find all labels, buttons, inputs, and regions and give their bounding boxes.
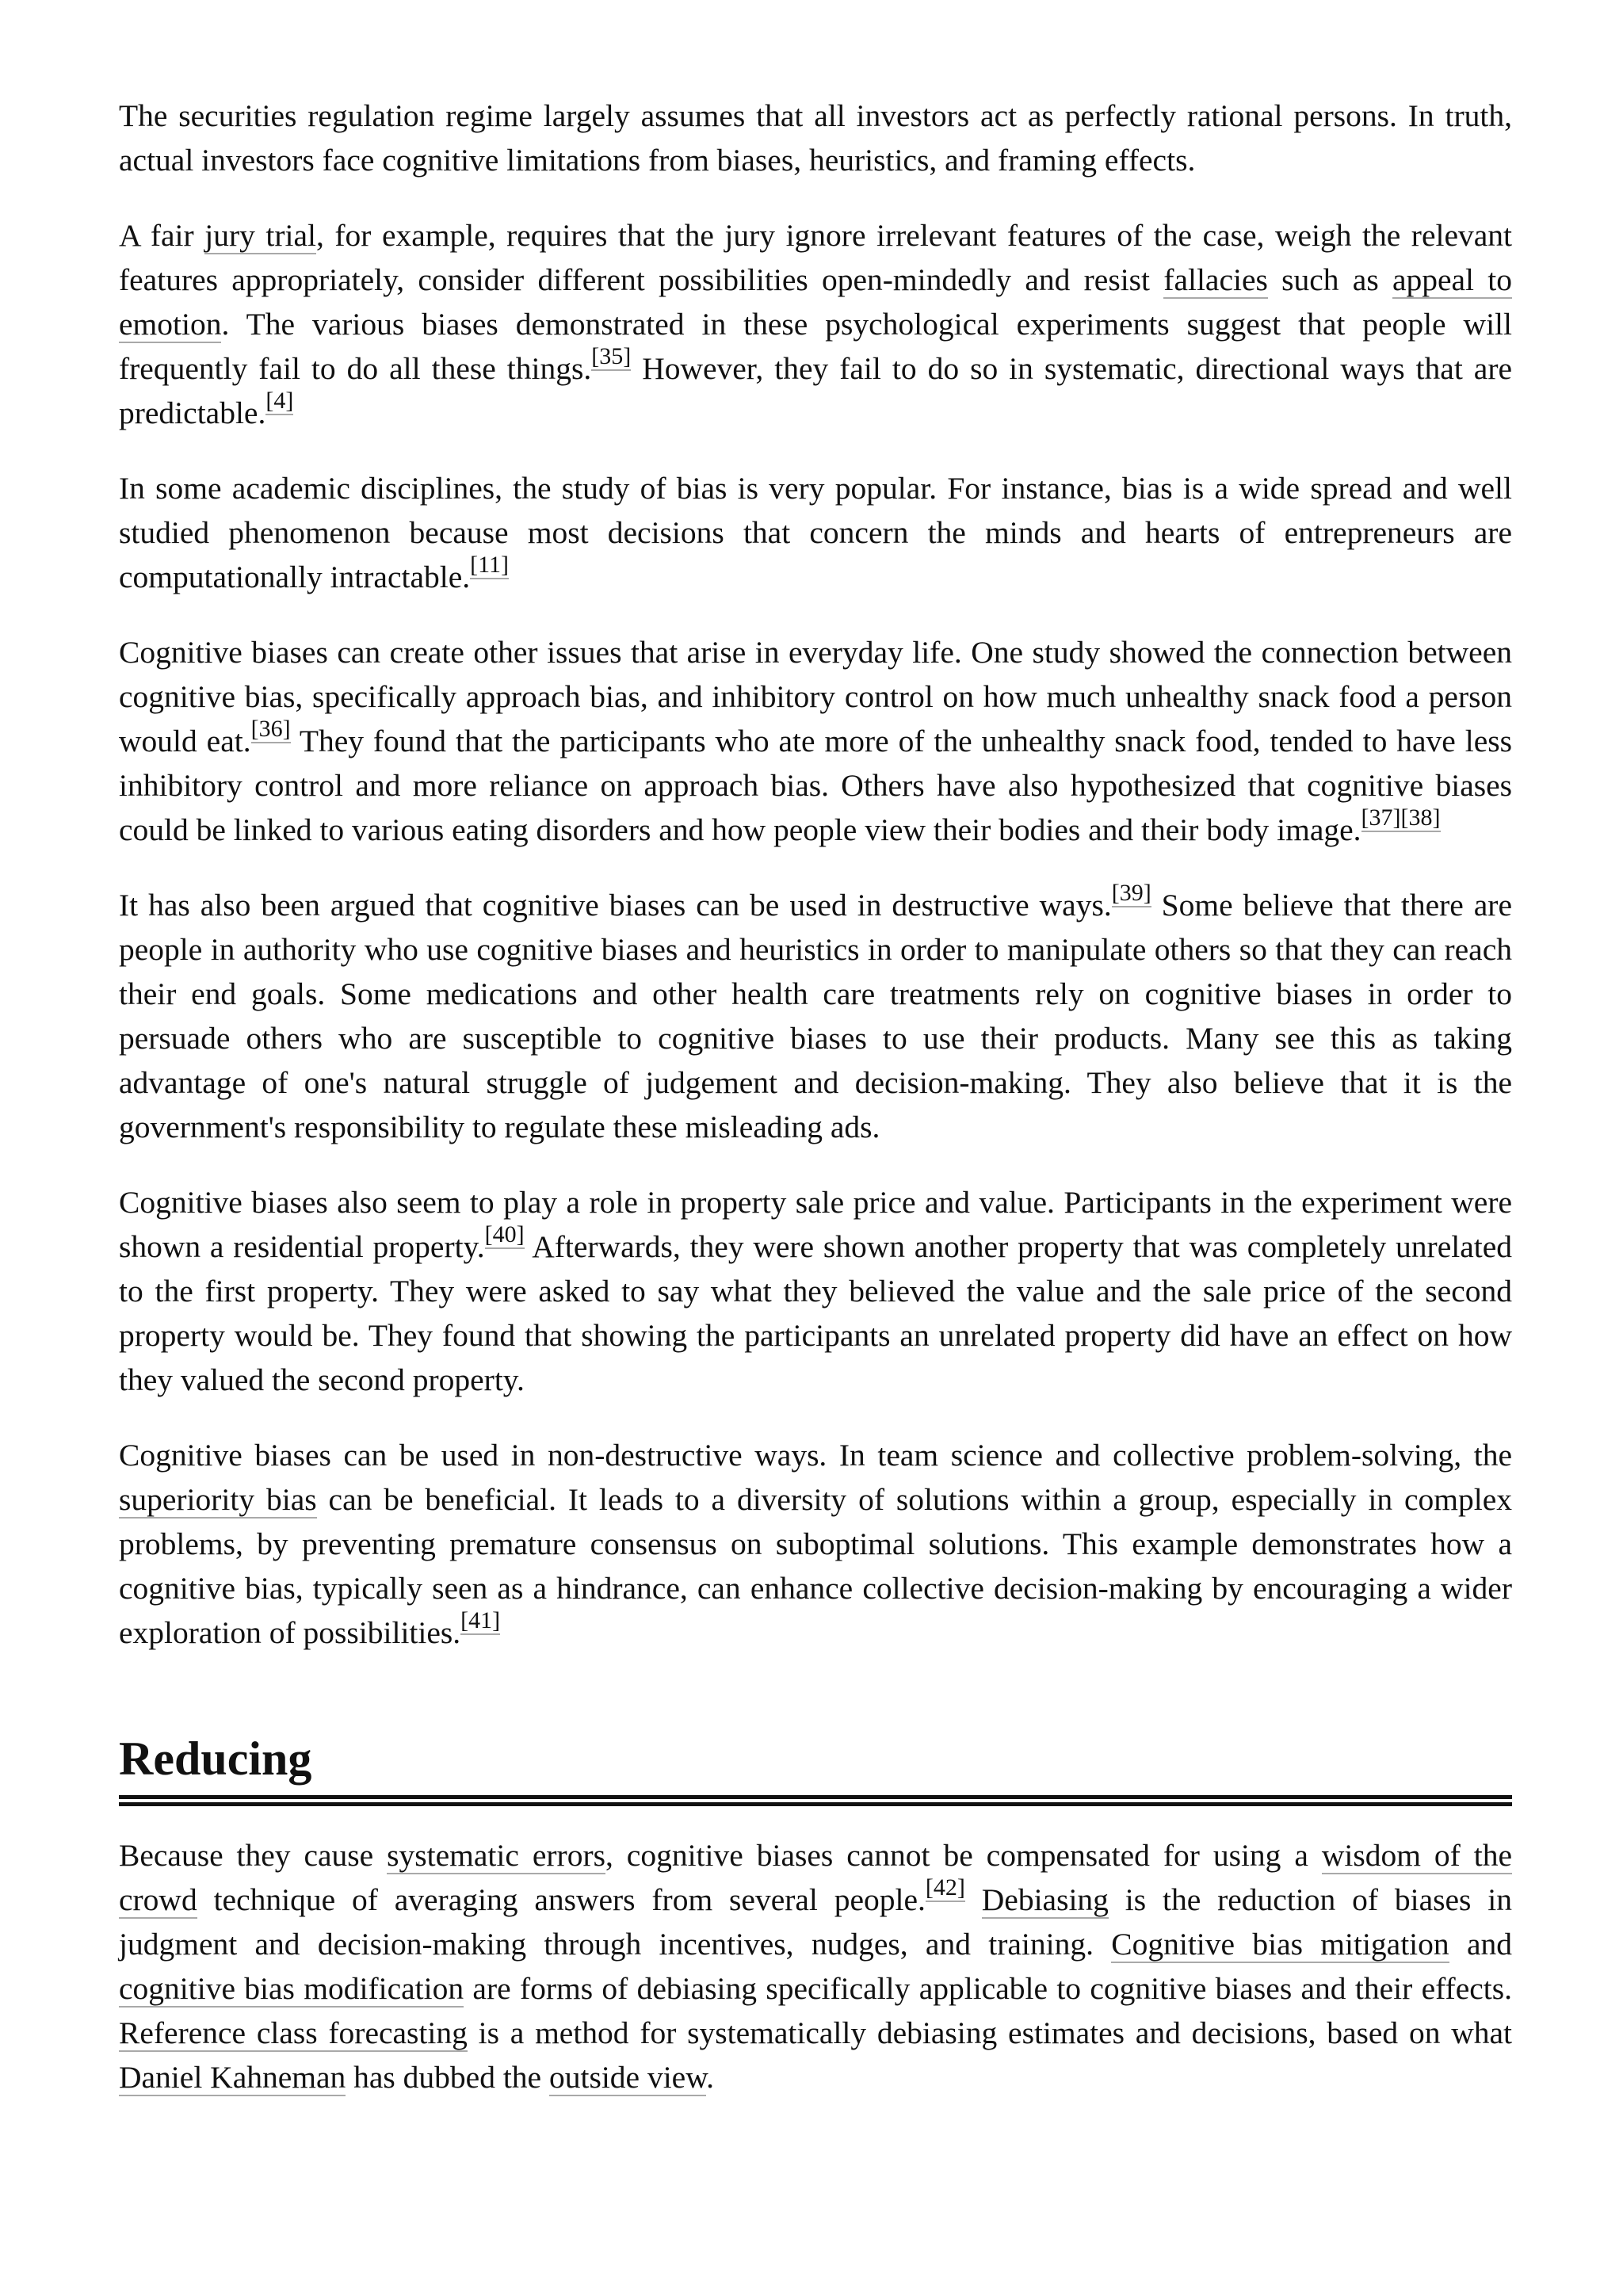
paragraph-text: They found that the participants who ate more of the unhealthy snack food, tended to have less inhibitory control and more reliance on approach bias. Others have also hypothesized that cognitive biases could be linked to various eating disorders and how people view their bodies and their body image. [119,724,1513,847]
paragraph-text: In some academic disciplines, the study of bias is very popular. For instance, bias is a wide spread and well studied phenomenon because most decisions that concern the minds and hearts of entrepreneurs are computationally intractable. [119,471,1512,594]
link-fallacies[interactable]: fallacies [1163,262,1268,297]
paragraph [119,1833,1512,2099]
citation-38-superscript [1401,804,1441,831]
paragraph-text: , for example, requires that the jury ignore irrelevant features of the case, weigh the relevant features appropriately, consider different possibilities open-mindedly and resist [119,218,1512,297]
citation-35-superscript [591,343,631,369]
paragraph-text: . [706,2060,715,2095]
citation-41[interactable]: [41] [460,1606,501,1633]
paragraph-text: Afterwards, they were shown another property that was completely unrelated to the first property. They were asked to say what they believed the value and the sale price of the second property would be. They found that showing the participants an unrelated property did have an effect on how they valued the second property. [119,1229,1513,1397]
citation-4-superscript [265,388,293,414]
citation-11[interactable]: [11] [470,551,509,578]
citation-40[interactable]: [40] [484,1221,525,1247]
citation-41-superscript [460,1607,500,1633]
paragraph-text: are forms of debiasing specifically applicable to cognitive biases and their effects. [464,1971,1512,2006]
citation-37[interactable]: [37] [1361,804,1401,831]
paragraph-text: is a method for systematically debiasing estimates and decisions, based on what [467,2015,1513,2050]
paragraph-text: A fair [119,218,205,253]
link-appeal-to-emotion[interactable]: appeal to emotion [119,262,1513,342]
paragraph-text: Cognitive biases can be used in non-destructive ways. In team science and collective problem-solving, the [119,1438,1512,1473]
paragraph-text: Because they cause [119,1838,388,1873]
link-jury-trial[interactable]: jury trial [204,218,316,253]
citation-36-superscript [251,716,291,742]
paragraph-text: Some believe that there are people in authority who use cognitive biases and heuristics in order to manipulate others so that they can reach their end goals. Some medications and other health care treatments rely on cognitive biases in order to persuade others who are susceptible to cognitive biases to use their products. Many see this as taking advantage of one's natural struggle of judgement and decision-making. They also believe that it is the government's responsibility to regulate these misleading ads. [119,888,1512,1144]
paragraph [119,879,1512,1149]
link-outside-view[interactable]: outside view [548,2060,707,2095]
paragraph [119,94,1512,182]
link-debiasing[interactable]: Debiasing [981,1882,1109,1917]
citation-42[interactable]: [42] [925,1874,965,1901]
citation-4[interactable]: [4] [265,387,294,414]
citation-39-superscript [1112,880,1151,906]
paragraph-text: Cognitive biases also seem to play a role in property sale price and value. Participants in the experiment were shown a residential property. [119,1185,1512,1264]
link-wisdom-of-the-crowd[interactable]: wisdom of the crowd [119,1838,1513,1917]
paragraph-text [965,1882,982,1917]
paragraph-text: and [1449,1927,1512,1962]
link-daniel-kahneman[interactable]: Daniel Kahneman [119,2060,346,2095]
paragraph-text: is the reduction of biases in judgment and decision-making through incentives, nudges, and training. [119,1882,1513,1962]
link-reference-class-forecasting[interactable]: Reference class forecasting [119,2015,468,2050]
paragraph-text: Cognitive biases can create other issues that arise in everyday life. One study showed the connection between cognitive bias, specifically approach bias, and inhibitory control on how much unhealthy snack food a person would eat. [119,635,1512,758]
paragraph-text: The securities regulation regime largely assumes that all investors act as perfectly rational persons. In truth, actual investors face cognitive limitations from biases, heuristics, and framing effects. [119,98,1512,178]
citation-35[interactable]: [35] [591,342,632,369]
paragraph [119,213,1512,435]
paragraph-text: . The various biases demonstrated in these psychological experiments suggest that people will frequently fail to do all these things. [119,307,1512,386]
section-heading-reducing: Reducing [119,1733,1512,1806]
paragraph [119,630,1512,852]
article-body [119,94,1512,2130]
link-cognitive-bias-modification[interactable]: cognitive bias modification [119,1971,464,2006]
section-paragraph-group [119,1833,1512,2099]
citation-37-superscript [1361,804,1401,831]
citation-42-superscript [926,1874,965,1901]
paragraph-text: However, they fail to do so in systematic, directional ways that are predictable. [119,351,1512,430]
paragraph-text: such as [1267,262,1392,297]
paragraph-text: technique of averaging answers from several people. [197,1882,926,1917]
paragraph [119,466,1512,599]
link-cognitive-bias-mitigation[interactable]: Cognitive bias mitigation [1111,1927,1449,1962]
link-superiority-bias[interactable]: superiority bias [119,1482,317,1517]
paragraph-text: has dubbed the [346,2060,549,2095]
citation-11-superscript [470,552,509,578]
paragraph [119,1433,1512,1655]
paragraph-text: It has also been argued that cognitive biases can be used in destructive ways. [119,888,1112,923]
citation-36[interactable]: [36] [250,715,291,742]
citation-40-superscript [485,1221,525,1247]
citation-38[interactable]: [38] [1400,804,1441,831]
paragraph-text: , cognitive biases cannot be compensated for using a [605,1838,1322,1873]
paragraph-group [119,94,1512,1655]
citation-39[interactable]: [39] [1111,879,1151,906]
paragraph [119,1180,1512,1402]
link-systematic-errors[interactable]: systematic errors [387,1838,605,1873]
paragraph-text: can be beneficial. It leads to a diversity of solutions within a group, especially in complex problems, by preventing premature consensus on suboptimal solutions. This example demonstrates how a cognitive bias, typically seen as a hindrance, can enhance collective decision-making by encouraging a wider exploration of possibilities. [119,1482,1512,1650]
